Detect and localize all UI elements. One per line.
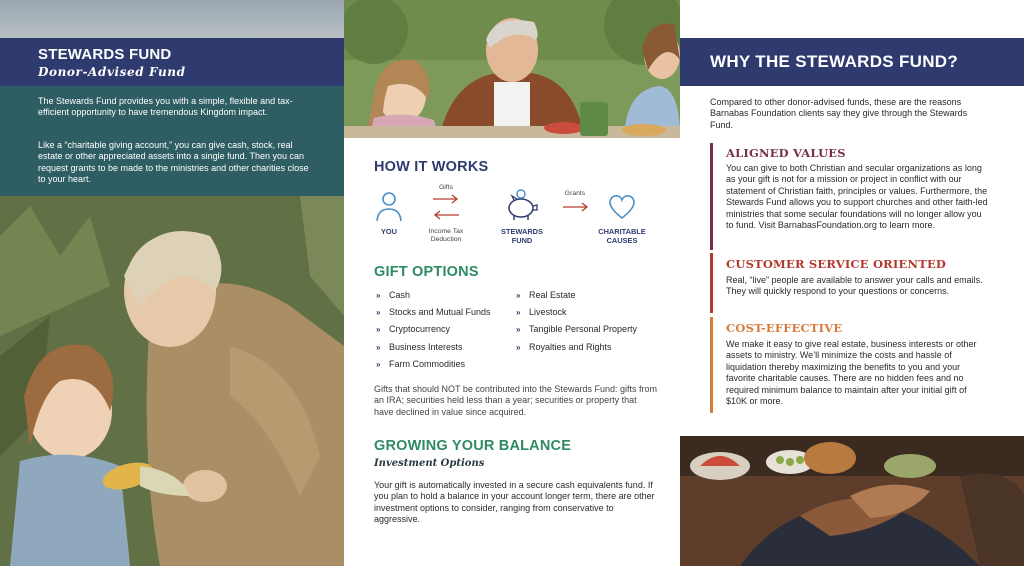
praying-hands-table-photo xyxy=(680,436,1024,566)
bullet-icon: » xyxy=(516,325,521,335)
bullet-icon: » xyxy=(516,291,521,300)
aligned-values-bar xyxy=(710,143,713,250)
gift-option-label: Business Interests xyxy=(389,341,463,352)
aligned-values-text: You can give to both Christian and secular organizations as long as your gift is not for a mission or project in conflict with our statement of Christian faith, principles or values. Furthermore, the Stewards Fund allows you to support churches and other faith-led ministries that some secular foundations will no longer allow you to fund. Visit BarnabasFoundation.org to learn more. xyxy=(726,163,988,231)
list-item xyxy=(376,342,491,359)
photo-illustration xyxy=(0,196,344,566)
gift-option-label: Cryptocurrency xyxy=(389,324,451,335)
grants-label: Grants xyxy=(564,190,586,197)
charitable-causes-label xyxy=(590,228,654,245)
list-item xyxy=(376,324,491,341)
stewards-fund-label xyxy=(494,228,550,245)
gifts-label: Gifts xyxy=(439,184,453,191)
donor-advised-subtitle: Donor-Advised Fund xyxy=(38,65,186,79)
arrow-left-icon xyxy=(432,210,460,220)
list-item xyxy=(376,359,491,376)
piggy-bank-icon xyxy=(504,188,540,224)
growing-balance-heading: GROWING YOUR BALANCE xyxy=(374,438,572,454)
list-item xyxy=(516,290,637,307)
list-item xyxy=(516,342,637,359)
person-icon xyxy=(374,190,404,224)
middle-panel xyxy=(344,0,680,566)
you-label: YOU xyxy=(380,227,397,236)
top-photo-strip xyxy=(0,0,344,38)
fund-line-2: FUND xyxy=(511,235,533,245)
fund-line-1: STEWARDS xyxy=(501,227,543,236)
cost-effective-text: We make it easy to give real estate, business interests or other assets to ministry. We’ll minimize the costs and hassle of liquidation thereby maximizing the benefits to you and your favorite charitable causes. There are no hidden fees and no required minimum balance to maintain after your initial gift of $10K or more. xyxy=(726,339,977,407)
how-it-works-heading: HOW IT WORKS xyxy=(374,159,489,175)
list-item xyxy=(376,290,491,307)
gift-options-list-2 xyxy=(516,290,637,359)
arrow-right-icon xyxy=(432,194,460,204)
bullet-icon: » xyxy=(516,308,521,318)
bullet-icon: » xyxy=(376,291,381,300)
why-heading: WHY THE STEWARDS FUND? xyxy=(710,52,959,71)
gift-options-heading: GIFT OPTIONS xyxy=(374,264,479,280)
gift-option-label: Real Estate xyxy=(529,290,576,300)
income-tax-line-2: Deduction xyxy=(430,236,462,243)
income-tax-label xyxy=(420,228,472,244)
bullet-icon: » xyxy=(376,359,381,369)
gift-option-label: Farm Commodities xyxy=(389,358,466,369)
causes-line-2: CAUSES xyxy=(606,235,638,245)
intro-paragraph-1: The Stewards Fund provides you with a simple, flexible and tax-efficient opportunity to have tremendous Kingdom impact. xyxy=(38,96,293,118)
customer-service-heading: CUSTOMER SERVICE ORIENTED xyxy=(726,257,947,271)
bullet-icon: » xyxy=(516,342,521,352)
table-illustration xyxy=(680,436,1024,566)
gift-option-label: Tangible Personal Property xyxy=(529,324,638,335)
arrow-right-icon xyxy=(562,202,590,212)
gift-exclusions-note: Gifts that should NOT be contributed into the Stewards Fund: gifts from an IRA; securities held less than a year; securities or property that have declined in value since acquired. xyxy=(374,384,657,417)
gift-option-label: Royalties and Rights xyxy=(529,341,612,352)
left-panel xyxy=(0,0,344,566)
intro-paragraph-2: Like a “charitable giving account,” you can give cash, stock, real estate or other appreciated assets into a single fund. Then you can request grants to be made to the ministries and other charities close to your heart. xyxy=(38,140,309,185)
grandmother-child-corn-photo xyxy=(0,196,344,566)
gift-options-list-1 xyxy=(376,290,491,376)
causes-line-1: CHARITABLE xyxy=(598,227,646,236)
bullet-icon: » xyxy=(376,342,381,352)
heart-icon xyxy=(607,193,637,221)
right-panel xyxy=(680,0,1024,566)
picnic-illustration xyxy=(344,0,680,138)
list-item xyxy=(516,324,637,341)
bullet-icon: » xyxy=(376,308,381,318)
gift-option-label: Livestock xyxy=(529,307,567,318)
stewards-fund-title: STEWARDS FUND xyxy=(38,46,172,63)
family-picnic-photo xyxy=(344,0,680,138)
investment-paragraph: Your gift is automatically invested in a secure cash equivalents fund. If you plan to hold a balance in your account longer term, there are other investment options to consider, ranging from conservative to aggressive. xyxy=(374,480,655,525)
cost-effective-bar xyxy=(710,317,713,413)
customer-service-text: Real, “live” people are available to answer your calls and emails. They will quickly respond to your questions or concerns. xyxy=(726,275,983,297)
income-tax-line-1: Income Tax xyxy=(428,228,464,235)
customer-service-bar xyxy=(710,253,713,313)
gift-option-label: Cash xyxy=(389,290,411,300)
why-intro: Compared to other donor-advised funds, these are the reasons Barnabas Foundation clients say they give through the Stewards Fund. xyxy=(710,97,968,130)
bullet-icon: » xyxy=(376,325,381,335)
list-item xyxy=(516,307,637,324)
investment-options-subtitle: Investment Options xyxy=(374,458,485,469)
cost-effective-heading: COST-EFFECTIVE xyxy=(726,321,843,335)
aligned-values-heading: ALIGNED VALUES xyxy=(726,146,846,160)
list-item xyxy=(376,307,491,324)
gift-option-label: Stocks and Mutual Funds xyxy=(389,307,491,318)
